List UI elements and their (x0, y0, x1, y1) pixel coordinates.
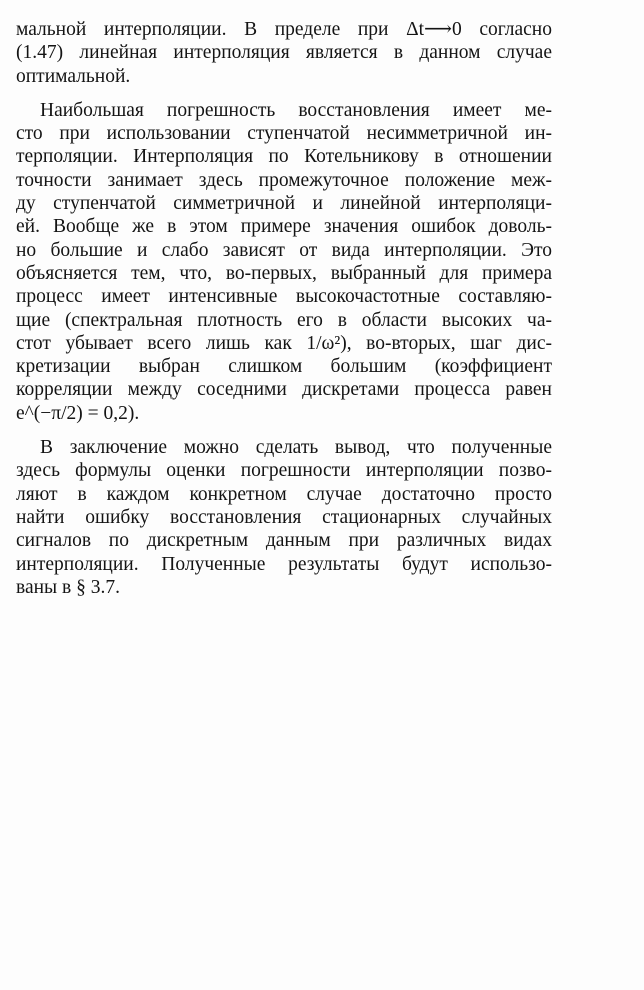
paragraph-1 (16, 18, 552, 88)
text-line: щие (спектральная плотность его в области высоких ча- (16, 309, 552, 331)
text-line: В заключение можно сделать вывод, что полученные (40, 437, 552, 459)
text-line: объясняется тем, что, во-первых, выбранный для примера (16, 262, 552, 284)
text-line: сто при использовании ступенчатой несимметричной ин- (16, 123, 552, 145)
text-line: но большие и слабо зависят от вида интерполяции. Это (16, 239, 552, 261)
paragraph-gap (16, 425, 552, 436)
text-line: оптимальной. (16, 65, 131, 87)
text-line: ду ступенчатой симметричной и линейной интерполяци- (16, 193, 552, 215)
text-line: Наибольшая погрешность восстановления имеет ме- (40, 99, 552, 121)
text-line: здесь формулы оценки погрешности интерполяции позво- (16, 460, 552, 482)
paragraph-2 (16, 99, 552, 425)
text-line: ваны в § 3.7. (16, 576, 120, 598)
text-line: e^(−π/2) = 0,2). (16, 402, 140, 424)
text-line: точности занимает здесь промежуточное положение меж- (16, 169, 552, 191)
paragraph-gap (16, 88, 552, 99)
text-line: ей. Вообще же в этом примере значения ошибок доволь- (16, 216, 552, 238)
text-line: сигналов по дискретным данным при различных видах (16, 530, 552, 552)
text-line: процесс имеет интенсивные высокочастотные составляю- (16, 286, 552, 308)
text-line: корреляции между соседними дискретами процесса равен (16, 379, 552, 401)
text-line: кретизации выбран слишком большим (коэффициент (16, 356, 552, 378)
text-line: стот убывает всего лишь как 1/ω²), во-вторых, шаг дис- (16, 332, 552, 354)
text-line: найти ошибку восстановления стационарных случайных (16, 506, 552, 528)
text-line: терполяции. Интерполяция по Котельникову в отношении (16, 146, 552, 168)
text-line: ляют в каждом конкретном случае достаточно просто (16, 483, 552, 505)
text-line: мальной интерполяции. В пределе при Δt⟶0 согласно (16, 19, 552, 40)
paragraph-3 (16, 436, 552, 599)
text-line: (1.47) линейная интерполяция является в данном случае (16, 42, 552, 64)
text-line: интерполяции. Полученные результаты будут использо- (16, 553, 552, 575)
text-body (16, 18, 552, 599)
